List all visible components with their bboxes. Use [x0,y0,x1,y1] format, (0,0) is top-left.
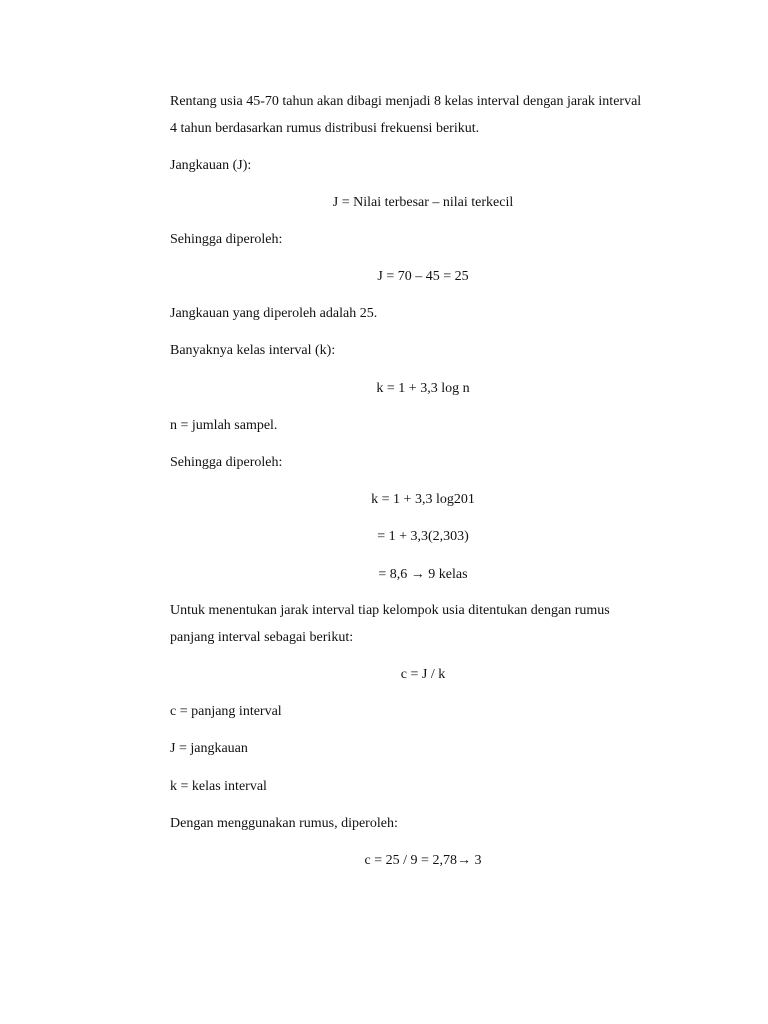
jangkauan-result: Jangkauan yang diperoleh adalah 25. [170,306,378,321]
kelas-calculation-step-2: = 1 + 3,3(2,303) [377,529,469,544]
panjang-interval-calculation: c = 25 / 9 = 2,78→ 3 [364,853,482,868]
kelas-calculation-step-1: k = 1 + 3,3 log201 [371,492,475,507]
j-definition: J = jangkauan [170,741,248,756]
kelas-interval-formula: k = 1 + 3,3 log n [376,381,470,396]
sehingga-text-1: Sehingga diperoleh: [170,232,283,247]
intro-line-2: 4 tahun berdasarkan rumus distribusi frekuensi berikut. [170,121,480,136]
c-definition: c = panjang interval [170,704,282,719]
jangkauan-calculation: J = 70 – 45 = 25 [377,269,469,284]
k-definition: k = kelas interval [170,779,267,794]
rumus-intro-line: Dengan menggunakan rumus, diperoleh: [170,816,398,831]
kelas-calculation-step-3: = 8,6 → 9 kelas [378,567,468,582]
n-definition: n = jumlah sampel. [170,418,278,433]
kelas-interval-heading: Banyaknya kelas interval (k): [170,343,336,358]
panjang-interval-line-2: panjang interval sebagai berikut: [170,630,354,645]
jangkauan-heading: Jangkauan (J): [170,158,252,173]
intro-line-1: Rentang usia 45-70 tahun akan dibagi menjadi 8 kelas interval dengan jarak interval [170,94,642,109]
panjang-interval-formula: c = J / k [400,667,446,682]
panjang-interval-line-1: Untuk menentukan jarak interval tiap kelompok usia ditentukan dengan rumus [170,603,610,618]
sehingga-text-2: Sehingga diperoleh: [170,455,283,470]
jangkauan-formula: J = Nilai terbesar – nilai terkecil [332,195,514,210]
